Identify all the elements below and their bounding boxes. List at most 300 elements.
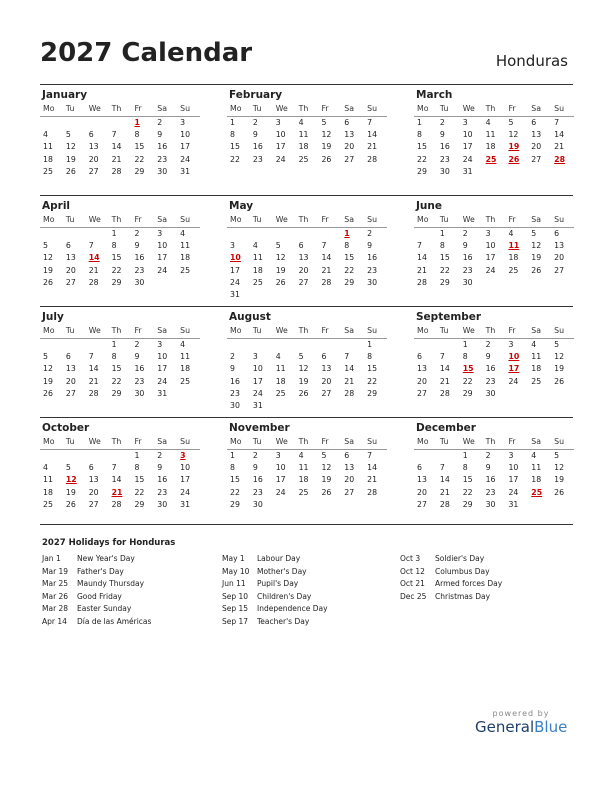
weekday-label: Th bbox=[485, 215, 496, 224]
day-cell: 10 bbox=[485, 241, 496, 251]
day-cell bbox=[341, 289, 364, 301]
day-cell: 13 bbox=[88, 475, 99, 485]
week-row bbox=[414, 474, 574, 486]
day-cell: 8 bbox=[462, 463, 468, 473]
holiday-item bbox=[42, 566, 182, 579]
day-cell: 2 bbox=[252, 118, 258, 127]
day-cell: 21 bbox=[367, 475, 378, 485]
day-cell: 13 bbox=[65, 253, 76, 263]
day-cell: 9 bbox=[157, 463, 163, 473]
day-cell: 25 bbox=[508, 265, 519, 275]
day-cell bbox=[177, 388, 200, 400]
weekday-label: Fr bbox=[134, 437, 142, 446]
holiday-day-cell: 15 bbox=[462, 364, 474, 374]
day-cell: 22 bbox=[230, 487, 240, 497]
month-february bbox=[227, 85, 387, 166]
day-cell: 29 bbox=[344, 277, 355, 287]
day-cell: 30 bbox=[367, 277, 378, 287]
day-cell: 19 bbox=[531, 253, 542, 263]
day-cell: 21 bbox=[417, 265, 427, 275]
holiday-date: May 1 bbox=[222, 554, 245, 563]
brand-name-part1: General bbox=[475, 718, 535, 736]
day-cell: 13 bbox=[321, 364, 332, 374]
week-row bbox=[414, 363, 574, 375]
day-cell bbox=[414, 228, 437, 240]
day-cell: 4 bbox=[298, 118, 304, 127]
holiday-date: Oct 21 bbox=[400, 579, 425, 589]
week-row bbox=[40, 388, 200, 400]
holiday-day-cell: 1 bbox=[344, 229, 350, 238]
day-cell: 26 bbox=[321, 154, 332, 164]
day-cell bbox=[318, 339, 341, 351]
country-name: Honduras bbox=[495, 52, 568, 70]
day-cell: 23 bbox=[485, 376, 496, 386]
day-cell: 6 bbox=[531, 118, 537, 127]
weekday-label: We bbox=[462, 437, 475, 446]
day-cell: 9 bbox=[485, 463, 491, 473]
day-cell: 31 bbox=[157, 388, 168, 398]
weekday-label: Su bbox=[180, 215, 191, 224]
day-cell: 7 bbox=[439, 352, 445, 362]
day-cell: 29 bbox=[367, 388, 378, 398]
weekday-label: Th bbox=[485, 104, 496, 113]
week-row bbox=[40, 240, 200, 252]
week-row bbox=[227, 363, 387, 375]
day-cell: 14 bbox=[439, 364, 450, 374]
day-cell: 18 bbox=[531, 364, 542, 374]
holiday-name: Children's Day bbox=[257, 591, 312, 601]
day-cell: 15 bbox=[230, 475, 240, 485]
weekday-label: Fr bbox=[321, 326, 329, 335]
day-cell bbox=[109, 450, 132, 462]
holiday-date: Mar 25 bbox=[42, 579, 69, 589]
day-cell: 2 bbox=[367, 229, 373, 238]
day-cell bbox=[63, 228, 86, 240]
day-cell: 17 bbox=[157, 253, 168, 263]
weekday-header bbox=[414, 435, 574, 450]
day-cell bbox=[250, 228, 273, 240]
day-cell: 18 bbox=[508, 253, 519, 263]
day-cell: 4 bbox=[531, 451, 537, 460]
day-cell: 14 bbox=[554, 130, 565, 140]
day-cell: 16 bbox=[252, 142, 263, 152]
holiday-date: May 10 bbox=[222, 566, 250, 576]
day-cell bbox=[273, 289, 296, 301]
month-row bbox=[40, 306, 573, 417]
holiday-day-cell: 17 bbox=[508, 364, 520, 374]
day-cell: 12 bbox=[321, 463, 332, 473]
holiday-day-cell: 3 bbox=[180, 451, 186, 460]
day-cell bbox=[86, 339, 109, 351]
holiday-column bbox=[400, 553, 520, 603]
day-cell: 6 bbox=[417, 352, 422, 362]
day-cell: 19 bbox=[43, 376, 53, 386]
day-cell: 13 bbox=[65, 364, 76, 374]
weekday-header bbox=[414, 213, 574, 228]
day-cell: 10 bbox=[157, 352, 168, 362]
week-row bbox=[40, 376, 200, 388]
week-row bbox=[414, 351, 574, 363]
day-cell: 3 bbox=[252, 352, 258, 362]
day-cell bbox=[40, 450, 63, 462]
weekday-label: We bbox=[88, 215, 101, 224]
day-cell bbox=[318, 400, 341, 412]
day-cell: 13 bbox=[88, 142, 99, 152]
day-cell: 5 bbox=[275, 241, 281, 251]
week-row bbox=[40, 474, 200, 486]
holiday-name: Easter Sunday bbox=[77, 604, 132, 614]
day-cell: 20 bbox=[531, 142, 542, 152]
day-cell: 8 bbox=[439, 241, 445, 251]
day-cell: 1 bbox=[134, 451, 140, 460]
day-cell: 14 bbox=[367, 463, 378, 473]
day-cell: 31 bbox=[180, 166, 191, 176]
day-cell: 30 bbox=[230, 400, 240, 410]
weekday-label: Su bbox=[367, 215, 378, 224]
holiday-name: Maundy Thursday bbox=[77, 579, 145, 589]
day-cell: 6 bbox=[321, 352, 327, 362]
week-row bbox=[227, 499, 387, 511]
day-cell: 31 bbox=[180, 499, 191, 509]
day-cell: 12 bbox=[43, 364, 53, 374]
weekday-label: Su bbox=[554, 104, 565, 113]
day-cell: 20 bbox=[65, 265, 76, 275]
day-cell: 5 bbox=[298, 352, 304, 362]
week-row bbox=[227, 129, 387, 141]
weekday-label: Fr bbox=[508, 437, 516, 446]
holiday-item bbox=[42, 553, 182, 566]
week-row bbox=[227, 265, 387, 277]
day-cell: 27 bbox=[554, 265, 565, 275]
week-row bbox=[40, 462, 200, 474]
weekday-header bbox=[40, 102, 200, 117]
day-cell: 4 bbox=[252, 241, 258, 251]
day-cell: 29 bbox=[439, 277, 450, 287]
weekday-label: We bbox=[275, 215, 288, 224]
day-cell: 28 bbox=[111, 499, 122, 509]
day-cell: 15 bbox=[462, 475, 473, 485]
day-cell: 9 bbox=[252, 463, 258, 473]
weekday-label: Th bbox=[485, 326, 496, 335]
day-cell: 2 bbox=[230, 352, 235, 362]
weekday-label: Fr bbox=[321, 104, 329, 113]
day-cell: 19 bbox=[298, 376, 309, 386]
month-name: August bbox=[229, 311, 271, 323]
day-cell: 23 bbox=[157, 487, 168, 497]
day-cell: 1 bbox=[367, 340, 373, 349]
day-cell: 23 bbox=[134, 376, 145, 386]
day-cell bbox=[250, 339, 273, 351]
day-cell: 8 bbox=[134, 130, 140, 140]
day-cell: 2 bbox=[157, 118, 163, 127]
week-row bbox=[414, 388, 574, 400]
day-cell: 2 bbox=[485, 340, 491, 349]
day-cell: 19 bbox=[554, 364, 565, 374]
day-cell: 30 bbox=[134, 388, 145, 398]
day-cell: 9 bbox=[252, 130, 258, 140]
weekday-label: Mo bbox=[230, 104, 242, 113]
weekday-label: Mo bbox=[43, 215, 55, 224]
week-row bbox=[40, 166, 200, 178]
day-cell: 9 bbox=[230, 364, 235, 374]
day-cell: 19 bbox=[321, 475, 332, 485]
weekday-label: Mo bbox=[230, 215, 242, 224]
day-cell: 20 bbox=[65, 376, 76, 386]
week-row bbox=[40, 277, 200, 289]
day-cell: 29 bbox=[462, 388, 473, 398]
month-name: June bbox=[416, 200, 442, 212]
weekday-label: Mo bbox=[417, 437, 429, 446]
holiday-date: Apr 14 bbox=[42, 616, 67, 626]
day-cell: 15 bbox=[134, 142, 145, 152]
day-cell: 24 bbox=[157, 376, 168, 386]
holiday-day-cell: 28 bbox=[554, 154, 566, 164]
day-cell: 16 bbox=[134, 364, 145, 374]
day-cell: 29 bbox=[111, 388, 122, 398]
day-cell: 2 bbox=[439, 118, 445, 127]
day-cell: 6 bbox=[554, 229, 560, 238]
day-cell: 23 bbox=[230, 388, 240, 398]
weekday-label: Mo bbox=[43, 104, 55, 113]
day-cell: 14 bbox=[344, 364, 355, 374]
day-cell: 23 bbox=[439, 154, 450, 164]
holiday-item bbox=[42, 578, 182, 591]
weekday-label: Th bbox=[111, 437, 122, 446]
day-cell bbox=[437, 339, 460, 351]
day-cell: 18 bbox=[298, 475, 309, 485]
holiday-name: Labour Day bbox=[257, 554, 301, 563]
day-cell: 22 bbox=[111, 265, 122, 275]
day-cell: 13 bbox=[344, 463, 355, 473]
day-cell: 17 bbox=[462, 142, 473, 152]
weekday-header bbox=[414, 324, 574, 339]
holiday-day-cell: 14 bbox=[88, 253, 100, 263]
day-cell: 26 bbox=[65, 499, 76, 509]
day-cell: 23 bbox=[157, 154, 168, 164]
month-august bbox=[227, 307, 387, 412]
week-row bbox=[414, 499, 574, 511]
week-row bbox=[227, 154, 387, 166]
day-cell: 7 bbox=[88, 352, 94, 362]
day-cell: 26 bbox=[43, 388, 53, 398]
day-cell: 19 bbox=[65, 154, 76, 164]
holiday-item bbox=[400, 578, 520, 591]
day-cell: 28 bbox=[367, 487, 378, 497]
day-cell: 31 bbox=[230, 289, 240, 299]
holiday-name: Good Friday bbox=[77, 591, 122, 601]
week-row bbox=[227, 474, 387, 486]
week-row bbox=[40, 363, 200, 375]
day-cell: 22 bbox=[344, 265, 355, 275]
day-cell: 1 bbox=[462, 451, 468, 460]
day-cell: 15 bbox=[230, 142, 240, 152]
day-cell: 30 bbox=[462, 277, 473, 287]
month-name: December bbox=[416, 422, 476, 434]
day-cell bbox=[296, 289, 319, 301]
holiday-name: Father's Day bbox=[77, 566, 124, 576]
day-cell: 23 bbox=[367, 265, 378, 275]
holiday-day-cell: 26 bbox=[508, 154, 520, 164]
week-row bbox=[40, 141, 200, 153]
day-cell: 22 bbox=[134, 154, 145, 164]
weekday-label: Su bbox=[554, 326, 565, 335]
day-cell: 7 bbox=[554, 118, 560, 127]
weekday-label: Tu bbox=[252, 326, 262, 335]
day-cell: 8 bbox=[230, 130, 235, 140]
month-name: October bbox=[42, 422, 90, 434]
day-cell: 27 bbox=[344, 154, 355, 164]
week-row bbox=[40, 265, 200, 277]
day-cell: 28 bbox=[111, 166, 122, 176]
month-june bbox=[414, 196, 574, 289]
weekday-label: Sa bbox=[157, 437, 168, 446]
holiday-day-cell: 21 bbox=[111, 487, 123, 497]
day-cell: 20 bbox=[344, 475, 355, 485]
day-cell: 22 bbox=[462, 376, 473, 386]
holiday-date: Sep 17 bbox=[222, 616, 249, 626]
day-cell: 19 bbox=[554, 475, 565, 485]
day-cell: 24 bbox=[508, 376, 519, 386]
day-cell: 3 bbox=[462, 118, 468, 127]
day-cell: 24 bbox=[157, 265, 168, 275]
day-cell: 20 bbox=[88, 487, 99, 497]
day-cell: 16 bbox=[485, 364, 496, 374]
day-cell: 25 bbox=[180, 376, 191, 386]
day-cell: 6 bbox=[344, 118, 350, 127]
week-row bbox=[227, 487, 387, 499]
day-cell: 24 bbox=[275, 154, 286, 164]
day-cell: 16 bbox=[252, 475, 263, 485]
day-cell: 25 bbox=[275, 388, 286, 398]
day-cell: 11 bbox=[298, 463, 309, 473]
day-cell: 17 bbox=[485, 253, 496, 263]
holiday-item bbox=[400, 566, 520, 579]
day-cell: 23 bbox=[252, 487, 263, 497]
holiday-name: Pupil's Day bbox=[257, 579, 299, 589]
holiday-name: Columbus Day bbox=[435, 566, 490, 576]
day-cell: 11 bbox=[43, 142, 53, 152]
day-cell: 27 bbox=[321, 388, 332, 398]
divider bbox=[40, 524, 573, 525]
day-cell: 17 bbox=[180, 475, 191, 485]
day-cell: 28 bbox=[439, 388, 450, 398]
day-cell: 23 bbox=[485, 487, 496, 497]
day-cell: 26 bbox=[275, 277, 286, 287]
day-cell: 1 bbox=[230, 118, 235, 127]
day-cell: 11 bbox=[180, 241, 191, 251]
month-name: February bbox=[229, 89, 283, 101]
day-cell: 10 bbox=[252, 364, 263, 374]
week-row bbox=[40, 487, 200, 499]
weekday-label: Th bbox=[298, 104, 309, 113]
day-cell: 27 bbox=[65, 388, 76, 398]
weekday-header bbox=[40, 324, 200, 339]
month-september bbox=[414, 307, 574, 400]
day-cell: 24 bbox=[508, 487, 519, 497]
day-cell: 3 bbox=[275, 118, 281, 127]
day-cell: 5 bbox=[554, 451, 560, 460]
day-cell bbox=[364, 499, 387, 511]
day-cell: 15 bbox=[439, 253, 450, 263]
month-april bbox=[40, 196, 200, 289]
day-cell: 6 bbox=[298, 241, 304, 251]
day-cell: 28 bbox=[344, 388, 355, 398]
day-cell: 18 bbox=[180, 364, 191, 374]
holiday-date: Mar 19 bbox=[42, 566, 69, 576]
week-row bbox=[414, 129, 574, 141]
week-row bbox=[227, 388, 387, 400]
week-row bbox=[414, 228, 574, 240]
holiday-name: Christmas Day bbox=[435, 591, 491, 601]
week-row bbox=[40, 154, 200, 166]
weekday-label: Tu bbox=[252, 437, 262, 446]
weekday-label: Su bbox=[367, 104, 378, 113]
week-row bbox=[414, 265, 574, 277]
weekday-header bbox=[227, 435, 387, 450]
weekday-header bbox=[227, 213, 387, 228]
day-cell: 5 bbox=[554, 340, 560, 349]
day-cell: 14 bbox=[111, 142, 122, 152]
weekday-label: Mo bbox=[230, 326, 242, 335]
day-cell: 6 bbox=[344, 451, 350, 460]
day-cell: 7 bbox=[367, 118, 373, 127]
day-cell: 7 bbox=[111, 130, 117, 140]
weekday-label: Th bbox=[298, 215, 309, 224]
day-cell bbox=[483, 166, 506, 178]
day-cell bbox=[296, 499, 319, 511]
day-cell: 7 bbox=[344, 352, 350, 362]
day-cell: 30 bbox=[157, 499, 168, 509]
month-name: April bbox=[42, 200, 71, 212]
day-cell: 18 bbox=[298, 142, 309, 152]
day-cell: 3 bbox=[485, 229, 491, 238]
day-cell: 21 bbox=[321, 265, 332, 275]
day-cell: 8 bbox=[344, 241, 350, 251]
week-row bbox=[40, 252, 200, 264]
day-cell: 13 bbox=[417, 364, 427, 374]
weekday-label: Su bbox=[180, 326, 191, 335]
day-cell: 5 bbox=[531, 229, 537, 238]
day-cell: 2 bbox=[134, 340, 140, 349]
day-cell: 5 bbox=[65, 130, 71, 140]
day-cell: 25 bbox=[43, 499, 53, 509]
weekday-label: Mo bbox=[417, 215, 429, 224]
month-name: July bbox=[42, 311, 64, 323]
weekday-label: Fr bbox=[508, 215, 516, 224]
day-cell: 11 bbox=[531, 352, 542, 362]
week-row bbox=[227, 351, 387, 363]
day-cell: 14 bbox=[321, 253, 332, 263]
day-cell: 2 bbox=[134, 229, 140, 238]
day-cell: 27 bbox=[65, 277, 76, 287]
day-cell: 12 bbox=[531, 241, 542, 251]
day-cell: 28 bbox=[367, 154, 378, 164]
holiday-date: Dec 25 bbox=[400, 591, 427, 601]
day-cell: 22 bbox=[111, 376, 122, 386]
week-row bbox=[414, 117, 574, 129]
day-cell: 6 bbox=[88, 463, 94, 473]
day-cell bbox=[505, 277, 528, 289]
day-cell: 1 bbox=[417, 118, 422, 127]
week-row bbox=[227, 252, 387, 264]
day-cell: 24 bbox=[180, 487, 191, 497]
day-cell: 27 bbox=[417, 388, 427, 398]
day-cell: 1 bbox=[230, 451, 235, 460]
day-cell: 24 bbox=[485, 265, 496, 275]
weekday-label: We bbox=[462, 215, 475, 224]
holiday-item bbox=[222, 566, 362, 579]
day-cell: 28 bbox=[88, 388, 99, 398]
